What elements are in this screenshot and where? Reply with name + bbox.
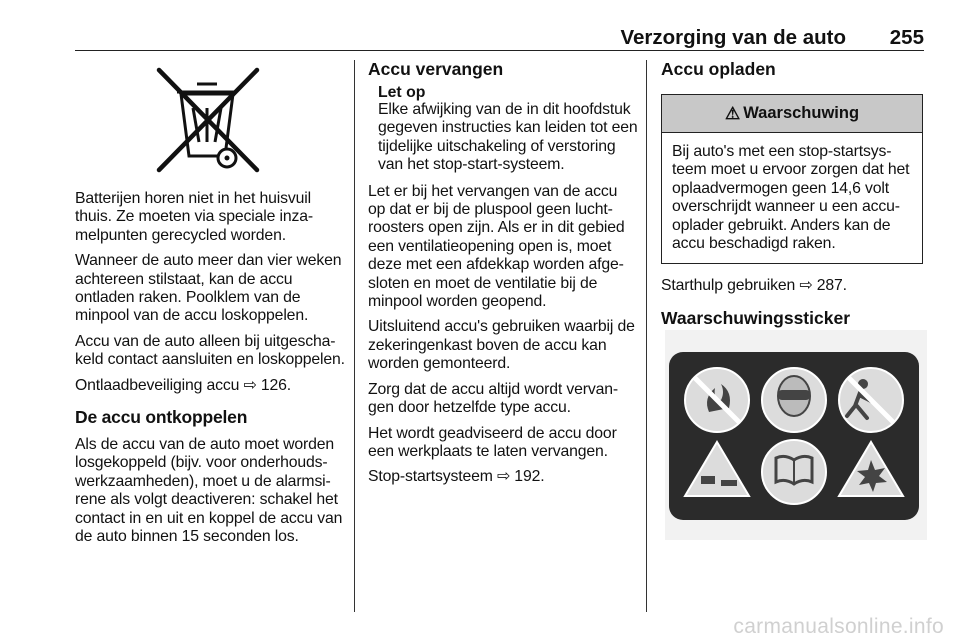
recycle-figure bbox=[75, 64, 345, 182]
stop-start-link[interactable]: Stop-startsysteem ⇨ 192. bbox=[368, 468, 545, 486]
column-2 bbox=[368, 58, 638, 494]
caution-note bbox=[378, 84, 638, 175]
jump-start-link[interactable]: Starthulp gebruiken ⇨ 287. bbox=[661, 277, 847, 295]
section-heading-disconnect: De accu ontkoppelen bbox=[75, 407, 248, 428]
column-1 bbox=[75, 58, 345, 554]
chapter-title: Verzorging van de auto bbox=[620, 26, 846, 49]
same-type-text: Zorg dat de accu altijd wordt vervangen door hetzelfde type accu. bbox=[368, 380, 619, 417]
workshop-text: Het wordt geadviseerd de accu door een werkplaats te laten vervangen. bbox=[368, 424, 617, 460]
warning-box bbox=[661, 94, 923, 264]
read-manual-icon bbox=[762, 440, 826, 504]
discharge-protection-link[interactable]: Ontlaadbeveiliging accu ⇨ 126. bbox=[75, 376, 291, 394]
ignition-off-text: Accu van de auto alleen bij uitgeschakeld contact aansluiten en loskoppelen. bbox=[75, 332, 345, 369]
storage-text: Wanneer de auto meer dan vier weken achtereen stilstaat, kan de accu ontladen raken. Poolklem van de minpool van de accu loskoppelen. bbox=[75, 252, 342, 325]
fuse-box-text: Uitsluitend accu's gebruiken waarbij de zekeringenkast boven de accu kan worden gemonteerd. bbox=[368, 318, 635, 373]
warning-header bbox=[662, 95, 922, 133]
warning-title: Waarschuwing bbox=[743, 104, 860, 122]
note-body: Elke afwijking van de in dit hoofdstuk gegeven instructies kan leiden tot een tijdelijke uitschakeling of verstoring van het stop-start-systeem. bbox=[378, 101, 638, 174]
keep-children-away-icon bbox=[839, 368, 903, 432]
warning-body: Bij auto's met een stop-startsysteem moet u ervoor zorgen dat het oplaadvermogen geen 14,6 volt overschrijdt wanneer u een accuoplader gebruikt. Anders kan de accu beschadigd raken. bbox=[672, 143, 910, 253]
vent-text: Let er bij het vervangen van de accu op dat er bij de pluspool geen luchtroosters open zijn. Als er in dit gebied een ventilatieopening open is, moet deze met een afdekkap worden afgesloten en moet de ventilatie bij de minpool worden geopend. bbox=[368, 182, 625, 311]
section-heading-charge: Accu opladen bbox=[661, 59, 776, 79]
section-heading-replace: Accu vervangen bbox=[368, 59, 504, 79]
header-divider bbox=[75, 50, 924, 51]
crossed-out-wheelie-bin-icon bbox=[145, 64, 275, 176]
page-number: 255 bbox=[889, 26, 924, 49]
disconnect-text: Als de accu van de auto moet worden losgekoppeld (bijv. voor onderhoudswerkzaamheden), moet u de alarmsirene als volgt deactiveren: schakel het contact in en uit en koppel de accu van de auto binnen 15 seconden los. bbox=[75, 436, 343, 546]
page-header bbox=[75, 26, 924, 50]
section-heading-sticker: Waarschuwingssticker bbox=[661, 307, 851, 328]
warning-sticker-figure bbox=[665, 330, 927, 540]
column-3 bbox=[661, 58, 926, 329]
column-divider-2 bbox=[646, 60, 647, 612]
watermark: carmanualsonline.info bbox=[733, 615, 944, 638]
column-divider-1 bbox=[354, 60, 355, 612]
eye-protection-icon bbox=[762, 368, 826, 432]
no-fire-icon bbox=[685, 368, 749, 432]
warning-triangle-icon: ⚠ bbox=[724, 103, 741, 123]
note-title: Let op bbox=[378, 84, 426, 101]
battery-disposal-text: Batterijen horen niet in het huisvuil thuis. Ze moeten via speciale inzamelpunten gerecycled worden. bbox=[75, 190, 314, 244]
